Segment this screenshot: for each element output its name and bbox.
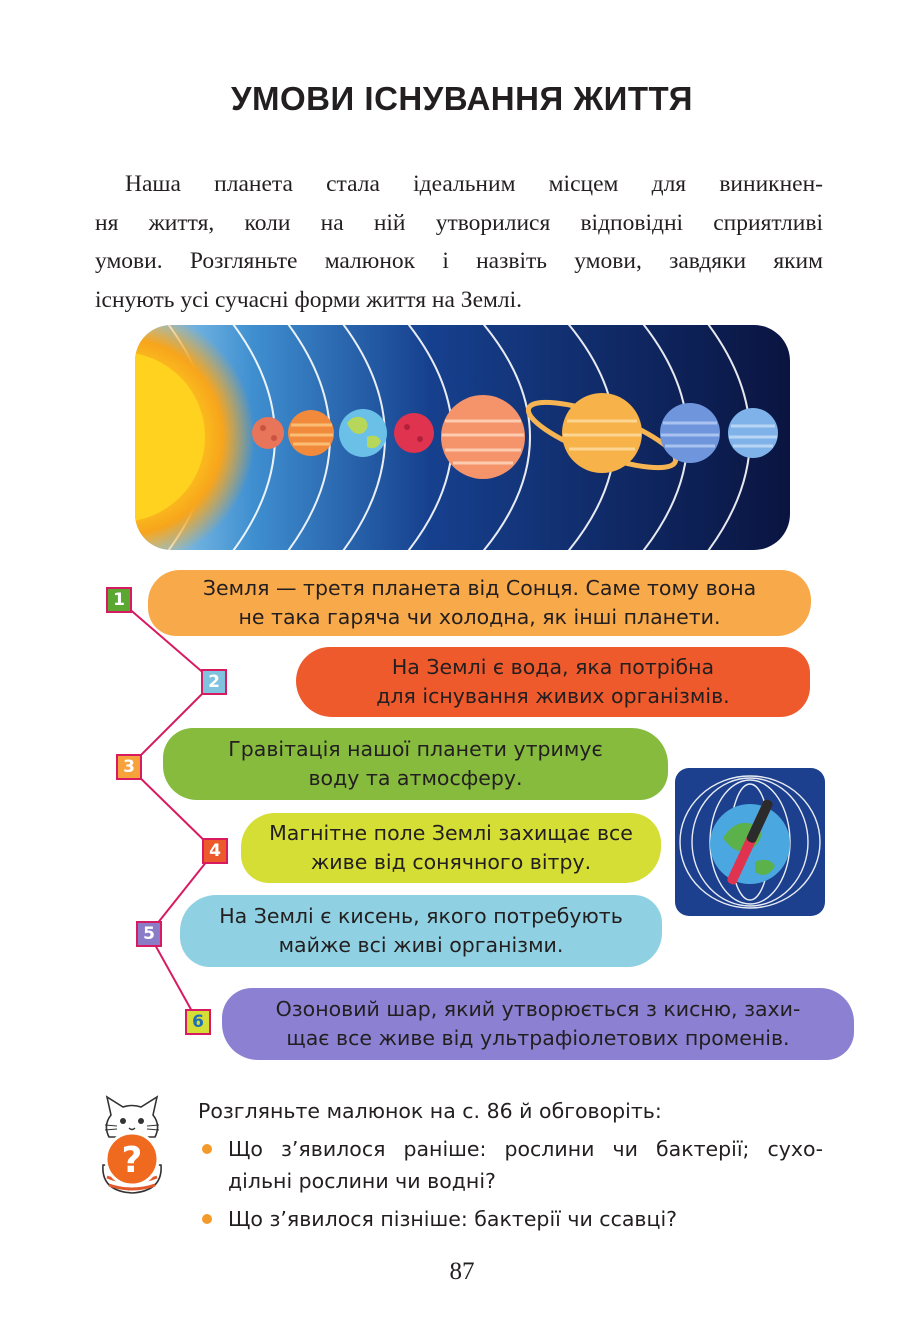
condition-2-text: На Землі є вода, яка потрібна для існування живих організмів. — [376, 655, 730, 708]
condition-5-badge: 5 — [136, 921, 162, 947]
discussion-item — [198, 1133, 823, 1197]
intro-paragraph — [95, 165, 823, 319]
condition-1-badge: 1 — [106, 587, 132, 613]
bullet-icon — [202, 1144, 212, 1154]
condition-1-text: Земля — третя планета від Сонця. Саме тому вона не така гаряча чи холодна, як інші планети. — [202, 576, 757, 629]
bullet-icon — [202, 1214, 212, 1224]
condition-3-badge: 3 — [116, 754, 142, 780]
condition-2-badge: 2 — [201, 669, 227, 695]
condition-4-callout — [241, 813, 661, 883]
discussion-item — [198, 1203, 823, 1235]
page-number: 87 — [449, 1258, 475, 1285]
condition-2-callout — [296, 647, 810, 717]
discussion-item-line: Що з’явилося пізніше: бактерії чи ссавці? — [228, 1207, 678, 1231]
condition-4-badge: 4 — [202, 838, 228, 864]
cat-question-icon — [97, 1095, 167, 1195]
condition-6-callout — [222, 988, 854, 1060]
condition-4-text: Магнітне поле Землі захищає все живе від сонячного вітру. — [269, 821, 633, 874]
condition-6-badge: 6 — [185, 1009, 211, 1035]
condition-3-text: Гравітація нашої планети утримує воду та атмосферу. — [228, 737, 603, 790]
condition-1-callout — [148, 570, 811, 636]
condition-5-text: На Землі є кисень, якого потребують майже всі живі організми. — [219, 904, 623, 957]
condition-5-callout — [180, 895, 662, 967]
intro-line: Наша планета стала ідеальним місцем для виникнен- — [125, 171, 823, 197]
discussion-heading: Розгляньте малюнок на с. 86 й обговоріть: — [198, 1099, 662, 1123]
intro-line: ня життя, коли на ній утворилися відповідні сприятливі — [95, 209, 823, 236]
discussion-item-line: дільні рослини чи водні? — [228, 1169, 496, 1193]
discussion-box — [198, 1095, 823, 1241]
solar-system-illustration — [135, 325, 790, 550]
condition-3-callout — [163, 728, 668, 800]
page-title: УМОВИ ІСНУВАННЯ ЖИТТЯ — [231, 80, 693, 117]
condition-6-text: Озоновий шар, який утворюється з кисню, захи- щає все живе від ультрафіолетових променів. — [275, 997, 801, 1050]
earth-magnetic-field-icon — [675, 768, 825, 916]
question-mark-glyph: ? — [121, 1140, 143, 1181]
discussion-item-line: Що з’явилося раніше: рослини чи бактерії; сухо- — [228, 1137, 823, 1161]
intro-line: існують усі сучасні форми життя на Землі. — [95, 286, 523, 313]
intro-line: умови. Розгляньте малюнок і назвіть умови, завдяки яким — [95, 248, 823, 274]
